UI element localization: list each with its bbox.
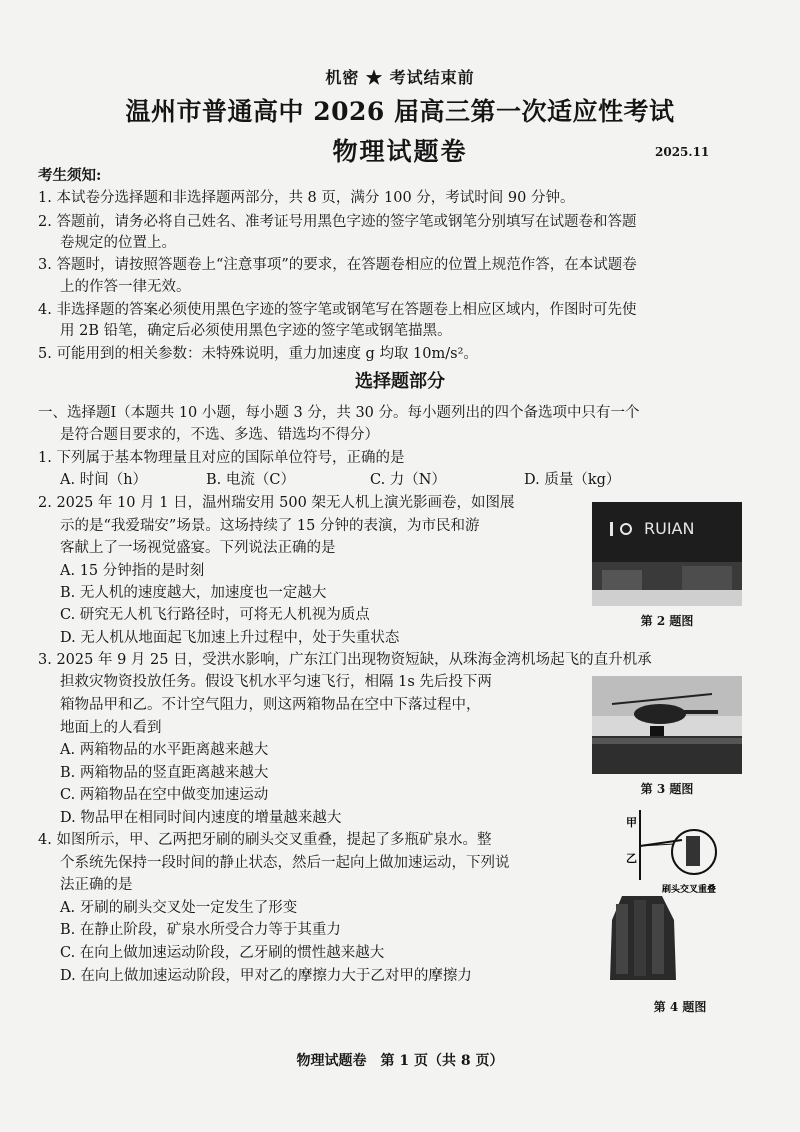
notice-line: 2. 答题前，请务必将自己姓名、准考证号用黑色字迹的签字笔或钢笔分别填写在试题卷和答题 [38, 214, 637, 230]
q3-caption: 第 3 题图 [640, 782, 694, 796]
q4-stem: 个系统先保持一段时间的静止状态，然后一起向上做加速运动，下列说 [60, 855, 510, 871]
q3-stem: 担救灾物资投放任务。假设飞机水平匀速飞行，相隔 1s 先后投下两 [60, 674, 492, 690]
notice-line: 3. 答题时，请按照答题卷上“注意事项”的要求，在答题卷相应的位置上规范作答，在本试题卷 [38, 257, 637, 273]
confidential-mark: 机密 ★ 考试结束前 [325, 68, 475, 87]
q1-option-b: B. 电流（C） [206, 472, 295, 488]
paper-subtitle: 物理试题卷 [332, 137, 468, 166]
q2-drone-show-photo [592, 502, 742, 606]
exam-date: 2025.11 [655, 145, 710, 159]
q1-option-a: A. 时间（h） [60, 472, 148, 488]
notice-line: 上的作答一律无效。 [60, 279, 191, 295]
q4-option-c: C. 在向上做加速运动阶段，乙牙刷的惯性越来越大 [60, 945, 385, 961]
q4-stem: 4. 如图所示，甲、乙两把牙刷的刷头交叉重叠，提起了多瓶矿泉水。整 [38, 832, 492, 848]
section-title: 选择题部分 [355, 371, 445, 392]
q2-option-c: C. 研究无人机飞行路径时，可将无人机视为质点 [60, 607, 370, 623]
q2-option-b: B. 无人机的速度越大，加速度也一定越大 [60, 585, 327, 601]
q1-option-c: C. 力（N） [370, 472, 446, 488]
exam-title: 温州市普通高中 2026 届高三第一次适应性考试 [125, 97, 675, 126]
q4-option-a: A. 牙刷的刷头交叉处一定发生了形变 [60, 900, 298, 916]
q2-option-d: D. 无人机从地面起飞加速上升过程中，处于失重状态 [60, 630, 400, 646]
q3-option-a: A. 两箱物品的水平距离越来越大 [60, 742, 269, 758]
q4-stem: 法正确的是 [60, 877, 133, 893]
q3-stem: 3. 2025 年 9 月 25 日，受洪水影响，广东江门出现物资短缺，从珠海金湾机场起飞的直升机承 [38, 652, 652, 668]
notice-line: 用 2B 铅笔，确定后必须使用黑色字迹的签字笔或钢笔描黑。 [60, 323, 452, 339]
notice-line: 4. 非选择题的答案必须使用黑色字迹的签字笔或钢笔写在答题卷上相应区域内，作图时可先使 [38, 302, 637, 318]
helicopter-image [592, 676, 742, 774]
notice-line: 5. 可能用到的相关参数：未特殊说明，重力加速度 g 均取 10m/s²。 [38, 346, 478, 362]
toothbrush-bottles-image [600, 800, 750, 1000]
q3-option-b: B. 两箱物品的竖直距离越来越大 [60, 765, 269, 781]
q1-option-d: D. 质量（kg） [524, 472, 621, 488]
q2-stem: 2. 2025 年 10 月 1 日，温州瑞安用 500 架无人机上演光影画卷，如图展 [38, 495, 515, 511]
q4-toothbrush-figure [600, 800, 750, 1000]
q2-option-a: A. 15 分钟指的是时刻 [60, 563, 205, 579]
label-jia: 甲 [626, 816, 637, 829]
notice-line: 1. 本试卷分选择题和非选择题两部分，共 8 页，满分 100 分，考试时间 90 分钟。 [38, 190, 575, 206]
part1-instruction: 是符合题目要求的，不选、多选、错选均不得分） [60, 427, 379, 443]
q2-stem: 客献上了一场视觉盛宴。下列说法正确的是 [60, 540, 336, 556]
q3-stem: 地面上的人看到 [60, 720, 162, 736]
q4-option-d: D. 在向上做加速运动阶段，甲对乙的摩擦力大于乙对甲的摩擦力 [60, 968, 472, 984]
notice-heading: 考生须知: [38, 167, 102, 184]
part1-instruction: 一、选择题Ⅰ（本题共 10 小题，每小题 3 分，共 30 分。每小题列出的四个备选项中只有一个 [38, 405, 640, 421]
q1-stem: 1. 下列属于基本物理量且对应的国际单位符号，正确的是 [38, 450, 405, 466]
inset-label: 刷头交叉重叠 [662, 885, 717, 895]
page-footer: 物理试题卷 第 1 页（共 8 页） [296, 1053, 504, 1069]
label-yi: 乙 [626, 852, 637, 865]
q2-stem: 示的是“我爱瑞安”场景。这场持续了 15 分钟的表演，为市民和游 [60, 518, 480, 534]
notice-line: 卷规定的位置上。 [60, 235, 176, 251]
q4-caption: 第 4 题图 [653, 1000, 707, 1014]
drone-text: RUIAN [644, 519, 695, 538]
q3-stem: 箱物品甲和乙。不计空气阻力，则这两箱物品在空中下落过程中， [60, 697, 481, 713]
q2-caption: 第 2 题图 [640, 614, 694, 628]
q4-option-b: B. 在静止阶段，矿泉水所受合力等于其重力 [60, 922, 341, 938]
q3-option-d: D. 物品甲在相同时间内速度的增量越来越大 [60, 810, 342, 826]
drone-show-image [592, 502, 742, 606]
q1-options [60, 470, 620, 490]
q3-option-c: C. 两箱物品在空中做变加速运动 [60, 787, 269, 803]
q3-helicopter-photo [592, 676, 742, 774]
